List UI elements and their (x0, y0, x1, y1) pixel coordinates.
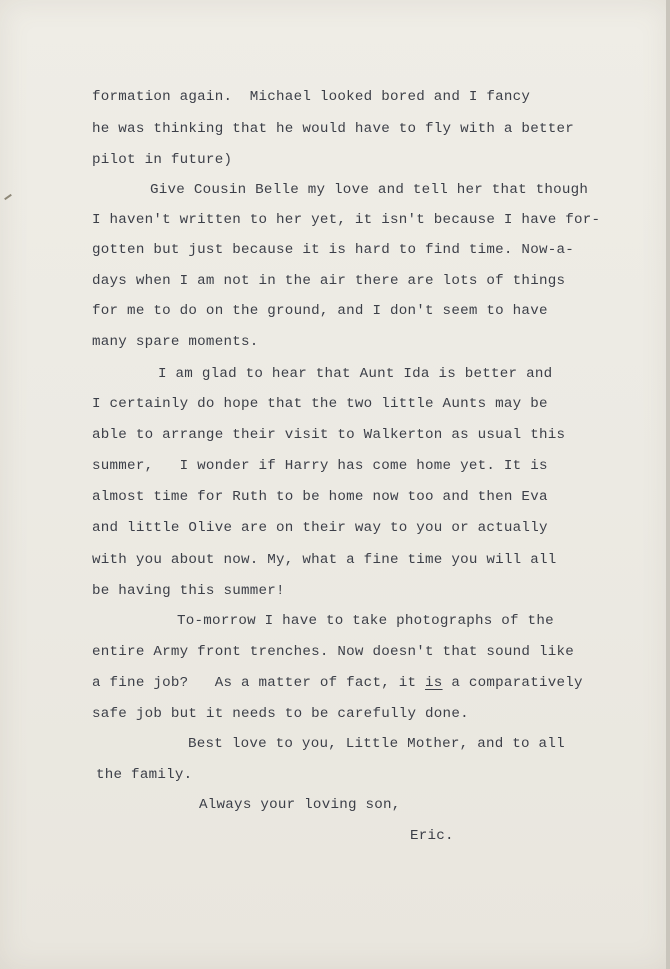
letter-line-20-start: a fine job? As a matter of fact, it (92, 675, 426, 691)
letter-line-3: pilot in future) (92, 152, 233, 168)
letter-line-18: To-morrow I have to take photographs of the (177, 613, 554, 629)
letter-line-19: entire Army front trenches. Now doesn't that sound like (92, 644, 575, 660)
letter-line-11: I certainly do hope that the two little Aunts may be (92, 396, 548, 412)
letter-line-14: almost time for Ruth to be home now too and then Eva (92, 489, 548, 505)
letter-line-20 (92, 676, 583, 690)
letter-line-17: be having this summer! (92, 583, 285, 599)
letter-line-7: days when I am not in the air there are lots of things (92, 273, 566, 289)
letter-line-16: with you about now. My, what a fine time you will all (92, 552, 557, 568)
letter-line-12: able to arrange their visit to Walkerton as usual this (92, 427, 566, 443)
letter-line-8: for me to do on the ground, and I don't seem to have (92, 303, 548, 319)
letter-line-4: Give Cousin Belle my love and tell her that though (150, 182, 589, 198)
margin-mark (4, 194, 12, 200)
closing-line-1: Best love to you, Little Mother, and to all (188, 736, 565, 752)
letter-line-13: summer, I wonder if Harry has come home yet. It is (92, 458, 548, 474)
closing-line-2: the family. (96, 767, 193, 783)
signoff: Always your loving son, (199, 797, 401, 813)
letter-line-10: I am glad to hear that Aunt Ida is better and (158, 366, 553, 382)
letter-line-5: I haven't written to her yet, it isn't because I have for- (92, 212, 601, 228)
letter-line-21: safe job but it needs to be carefully done. (92, 706, 469, 722)
letter-line-2: he was thinking that he would have to fly with a better (92, 121, 575, 137)
page-edge (666, 0, 670, 969)
letter-line-15: and little Olive are on their way to you or actually (92, 520, 548, 536)
emphasis-is: is (425, 675, 443, 691)
signature-name: Eric. (410, 828, 454, 844)
letter-line-20-end: a comparatively (442, 675, 583, 691)
letter-line-9: many spare moments. (92, 334, 259, 350)
letter-line-1: formation again. Michael looked bored and I fancy (92, 89, 531, 105)
letter-line-6: gotten but just because it is hard to find time. Now-a- (92, 242, 575, 258)
